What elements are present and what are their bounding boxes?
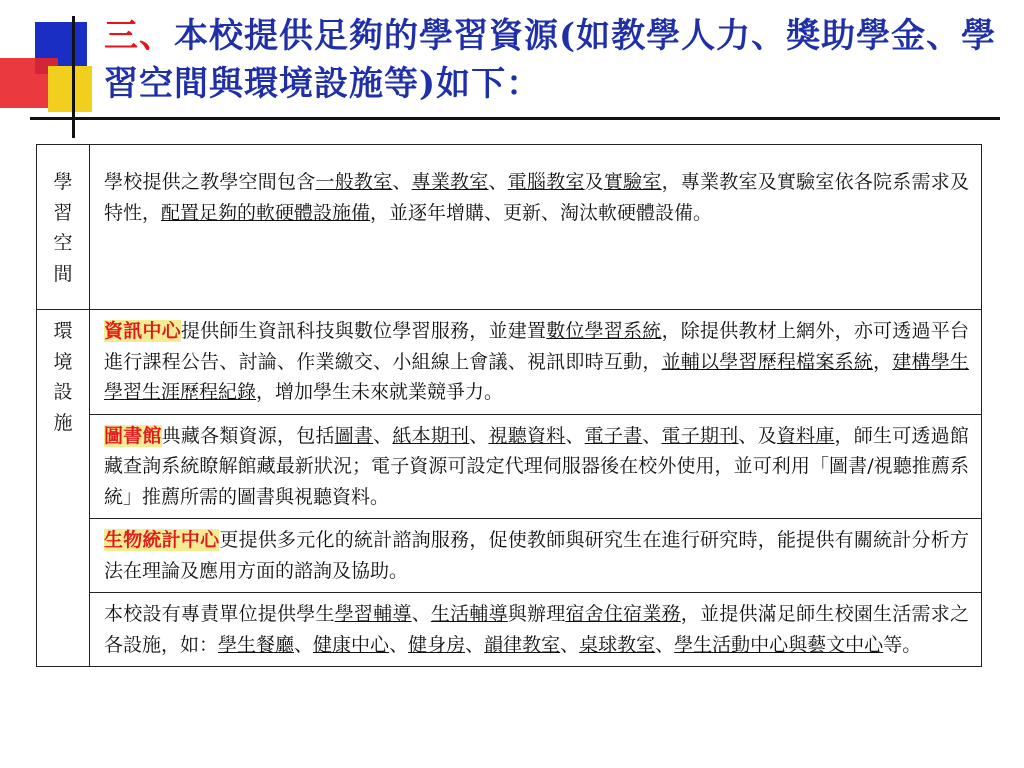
text: ，師生可透過館藏查詢系統瞭解館藏最新狀況；電子資源可設定代理伺服器後在校外使用，並可利用「圖書/視聽推薦系統」推薦所需的圖書與視聽資料。 (104, 424, 969, 508)
info-center-description (90, 310, 982, 415)
text: 、 (465, 633, 485, 656)
highlight-biostat-center: 生物統計中心 (104, 529, 220, 551)
text: 、 (392, 171, 412, 193)
category-label: 環境設施 (53, 320, 73, 434)
resources-table (36, 144, 982, 667)
underlined-term: 並輔以學習歷程檔案系統 (661, 350, 874, 373)
title-text: 本校提供足夠的學習資源(如教學人力、獎助學金、學習空間與環境設施等)如下： (104, 16, 997, 104)
table-row-student-life (37, 593, 982, 667)
underlined-term: 電腦教室 (507, 171, 585, 193)
category-learning-space (37, 145, 90, 310)
text: 、 (565, 424, 585, 447)
underlined-term: 建構學生學習生涯歷程紀錄 (104, 350, 969, 403)
category-label: 學習空間 (53, 171, 73, 285)
text: 、 (411, 603, 431, 625)
table-row-info-center (37, 310, 982, 415)
highlight-info-center: 資訊中心 (104, 320, 181, 342)
table-row-learning-space (37, 145, 982, 310)
text: 及 (584, 171, 604, 193)
text: 、 (469, 424, 489, 447)
logo-yellow-square (48, 66, 92, 112)
text: 、 (560, 633, 580, 656)
text: 學校提供之教學空間包含 (104, 171, 316, 193)
underlined-term: 生活輔導 (430, 603, 508, 625)
underlined-term: 紙本期刊 (392, 424, 470, 447)
text: ，除提供教材上網外，亦可透過平台進行課程公告、討論、作業繳交、小組線上會議、視訊即時互動， (104, 320, 969, 373)
text: 更提供多元化的統計諮詢服務，促使教師與研究生在進行研究時，能提供有關統計分析方法在理論及應用方面的諮詢及協助。 (104, 529, 969, 582)
text: ，並逐年增購、更新、淘汰軟硬體設備。 (370, 201, 713, 224)
underlined-term: 學習輔導 (334, 603, 412, 625)
library-description (90, 414, 982, 519)
underlined-term: 視聽資料 (488, 424, 566, 447)
underlined-term: 宿舍住宿業務 (565, 603, 681, 625)
underlined-term: 學生餐廳 (218, 633, 295, 656)
text: 、 (642, 424, 662, 447)
text: 提供師生資訊科技與數位學習服務，並建置 (180, 320, 547, 342)
underlined-term: 一般教室 (315, 171, 393, 193)
text: 、 (389, 633, 409, 656)
category-environment-facilities (37, 310, 90, 667)
underlined-term: 健身房 (408, 633, 466, 656)
text: 、 (488, 171, 508, 193)
underlined-term: 學生活動中心與藝文中心 (674, 633, 884, 656)
underlined-term: 電子期刊 (661, 424, 739, 447)
text: 、 (373, 424, 393, 447)
underlined-term: 圖書 (334, 424, 374, 447)
student-life-description (90, 593, 982, 667)
underlined-term: 專業教室 (411, 171, 489, 193)
underlined-term: 韻律教室 (484, 633, 561, 656)
underlined-term: 電子書 (584, 424, 643, 447)
text: 典藏各類資源，包括 (161, 424, 335, 447)
text: ，增加學生未來就業競爭力。 (256, 381, 504, 403)
text: ，專業教室及實驗室依各院系需求及特性， (104, 171, 969, 224)
underlined-term: 資料庫 (776, 424, 835, 447)
underlined-term: 數位學習系統 (546, 320, 662, 342)
biostat-center-description (90, 519, 982, 593)
underlined-term: 桌球教室 (579, 633, 656, 656)
title-prefix: 三、 (104, 16, 174, 56)
table-row-library (37, 414, 982, 519)
text: 本校設有專責單位提供學生 (104, 603, 335, 625)
text: 、 (655, 633, 675, 656)
slide-title (104, 12, 1004, 108)
text: 與辦理 (507, 603, 566, 625)
text: ， (873, 350, 893, 373)
title-underline-divider (30, 117, 1000, 120)
table-row-biostat-center (37, 519, 982, 593)
learning-space-description (90, 145, 982, 310)
underlined-term: 健康中心 (313, 633, 390, 656)
underlined-term: 實驗室 (603, 171, 662, 193)
underlined-term: 配置足夠的軟硬體設施備 (161, 201, 371, 224)
text: 等。 (883, 633, 922, 656)
highlight-library: 圖書館 (104, 424, 162, 447)
text: 、及 (738, 424, 777, 447)
text: ，並提供滿足師生校園生活需求之各設施，如： (104, 603, 969, 656)
text: 、 (294, 633, 314, 656)
